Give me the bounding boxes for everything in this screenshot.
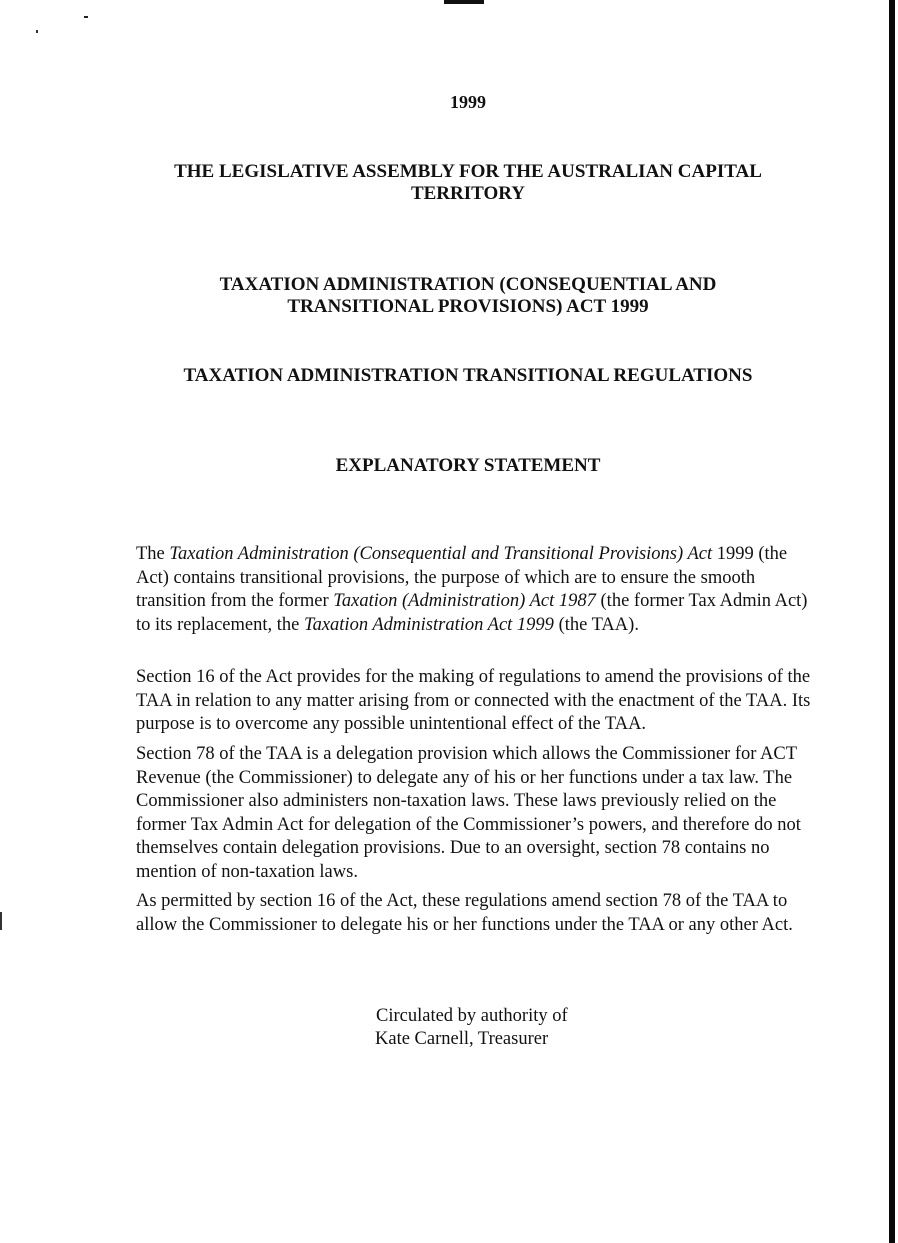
explanatory-statement-title: EXPLANATORY STATEMENT bbox=[335, 455, 601, 476]
scan-artifact-mark bbox=[0, 912, 2, 930]
para1-taa-name: Taxation Administration Act 1999 bbox=[303, 614, 554, 635]
scan-artifact-top-bar bbox=[444, 0, 484, 4]
paragraph-4: As permitted by section 16 of the Act, these regulations amend section 78 of the TAA to allow the Commissioner to delegate his or her functions under the TAA or any other Act. bbox=[136, 891, 793, 935]
signoff-treasurer: Kate Carnell, Treasurer bbox=[375, 1029, 549, 1049]
para1-text: (the former Tax Admin Act) to its replacement, the bbox=[136, 591, 808, 635]
paragraph-2: Section 16 of the Act provides for the making of regulations to amend the provisions of the TAA in relation to any matter arising from or connected with the enactment of the TAA. Its purpose is to overcome any possible unintentional effect of the TAA. bbox=[136, 667, 811, 734]
para1-text: (the TAA). bbox=[553, 614, 639, 635]
scan-artifact-mark bbox=[36, 30, 38, 33]
regulations-title: TAXATION ADMINISTRATION TRANSITIONAL REGULATIONS bbox=[183, 365, 753, 386]
para1-former-act-name: Taxation (Administration) Act 1987 bbox=[333, 591, 596, 611]
para1-text: The bbox=[136, 544, 170, 564]
assembly-heading-line2: TERRITORY bbox=[410, 183, 526, 204]
act-title-line1: TAXATION ADMINISTRATION (CONSEQUENTIAL AND bbox=[219, 274, 717, 295]
assembly-heading-line1: THE LEGISLATIVE ASSEMBLY FOR THE AUSTRALIAN CAPITAL bbox=[174, 161, 762, 182]
assembly-heading bbox=[0, 161, 898, 205]
scan-artifact-mark bbox=[84, 16, 88, 18]
document-year: 1999 bbox=[450, 92, 486, 112]
paragraph-3: Section 78 of the TAA is a delegation provision which allows the Commissioner for ACT Revenue (the Commissioner) to delegate any of his or her functions under a tax law. The Commissioner also administers non-taxation laws. These laws previously relied on the former Tax Admin Act for delegation of the Commissioner’s powers, and therefore do not themselves contain delegation provisions. Due to an oversight, section 78 contains no mention of non-taxation laws. bbox=[136, 744, 801, 882]
act-title bbox=[0, 274, 898, 318]
signoff-authority: Circulated by authority of bbox=[376, 1006, 568, 1026]
paragraph-1 bbox=[136, 543, 816, 637]
act-title-line2: TRANSITIONAL PROVISIONS) ACT 1999 bbox=[287, 296, 649, 317]
para1-act-name: Taxation Administration (Consequential and Transitional Provisions) Act bbox=[169, 544, 713, 564]
para1-text: 1999 (the Act) contains transitional provisions, the purpose of which are to ensure the smooth transition from the former bbox=[136, 544, 788, 611]
